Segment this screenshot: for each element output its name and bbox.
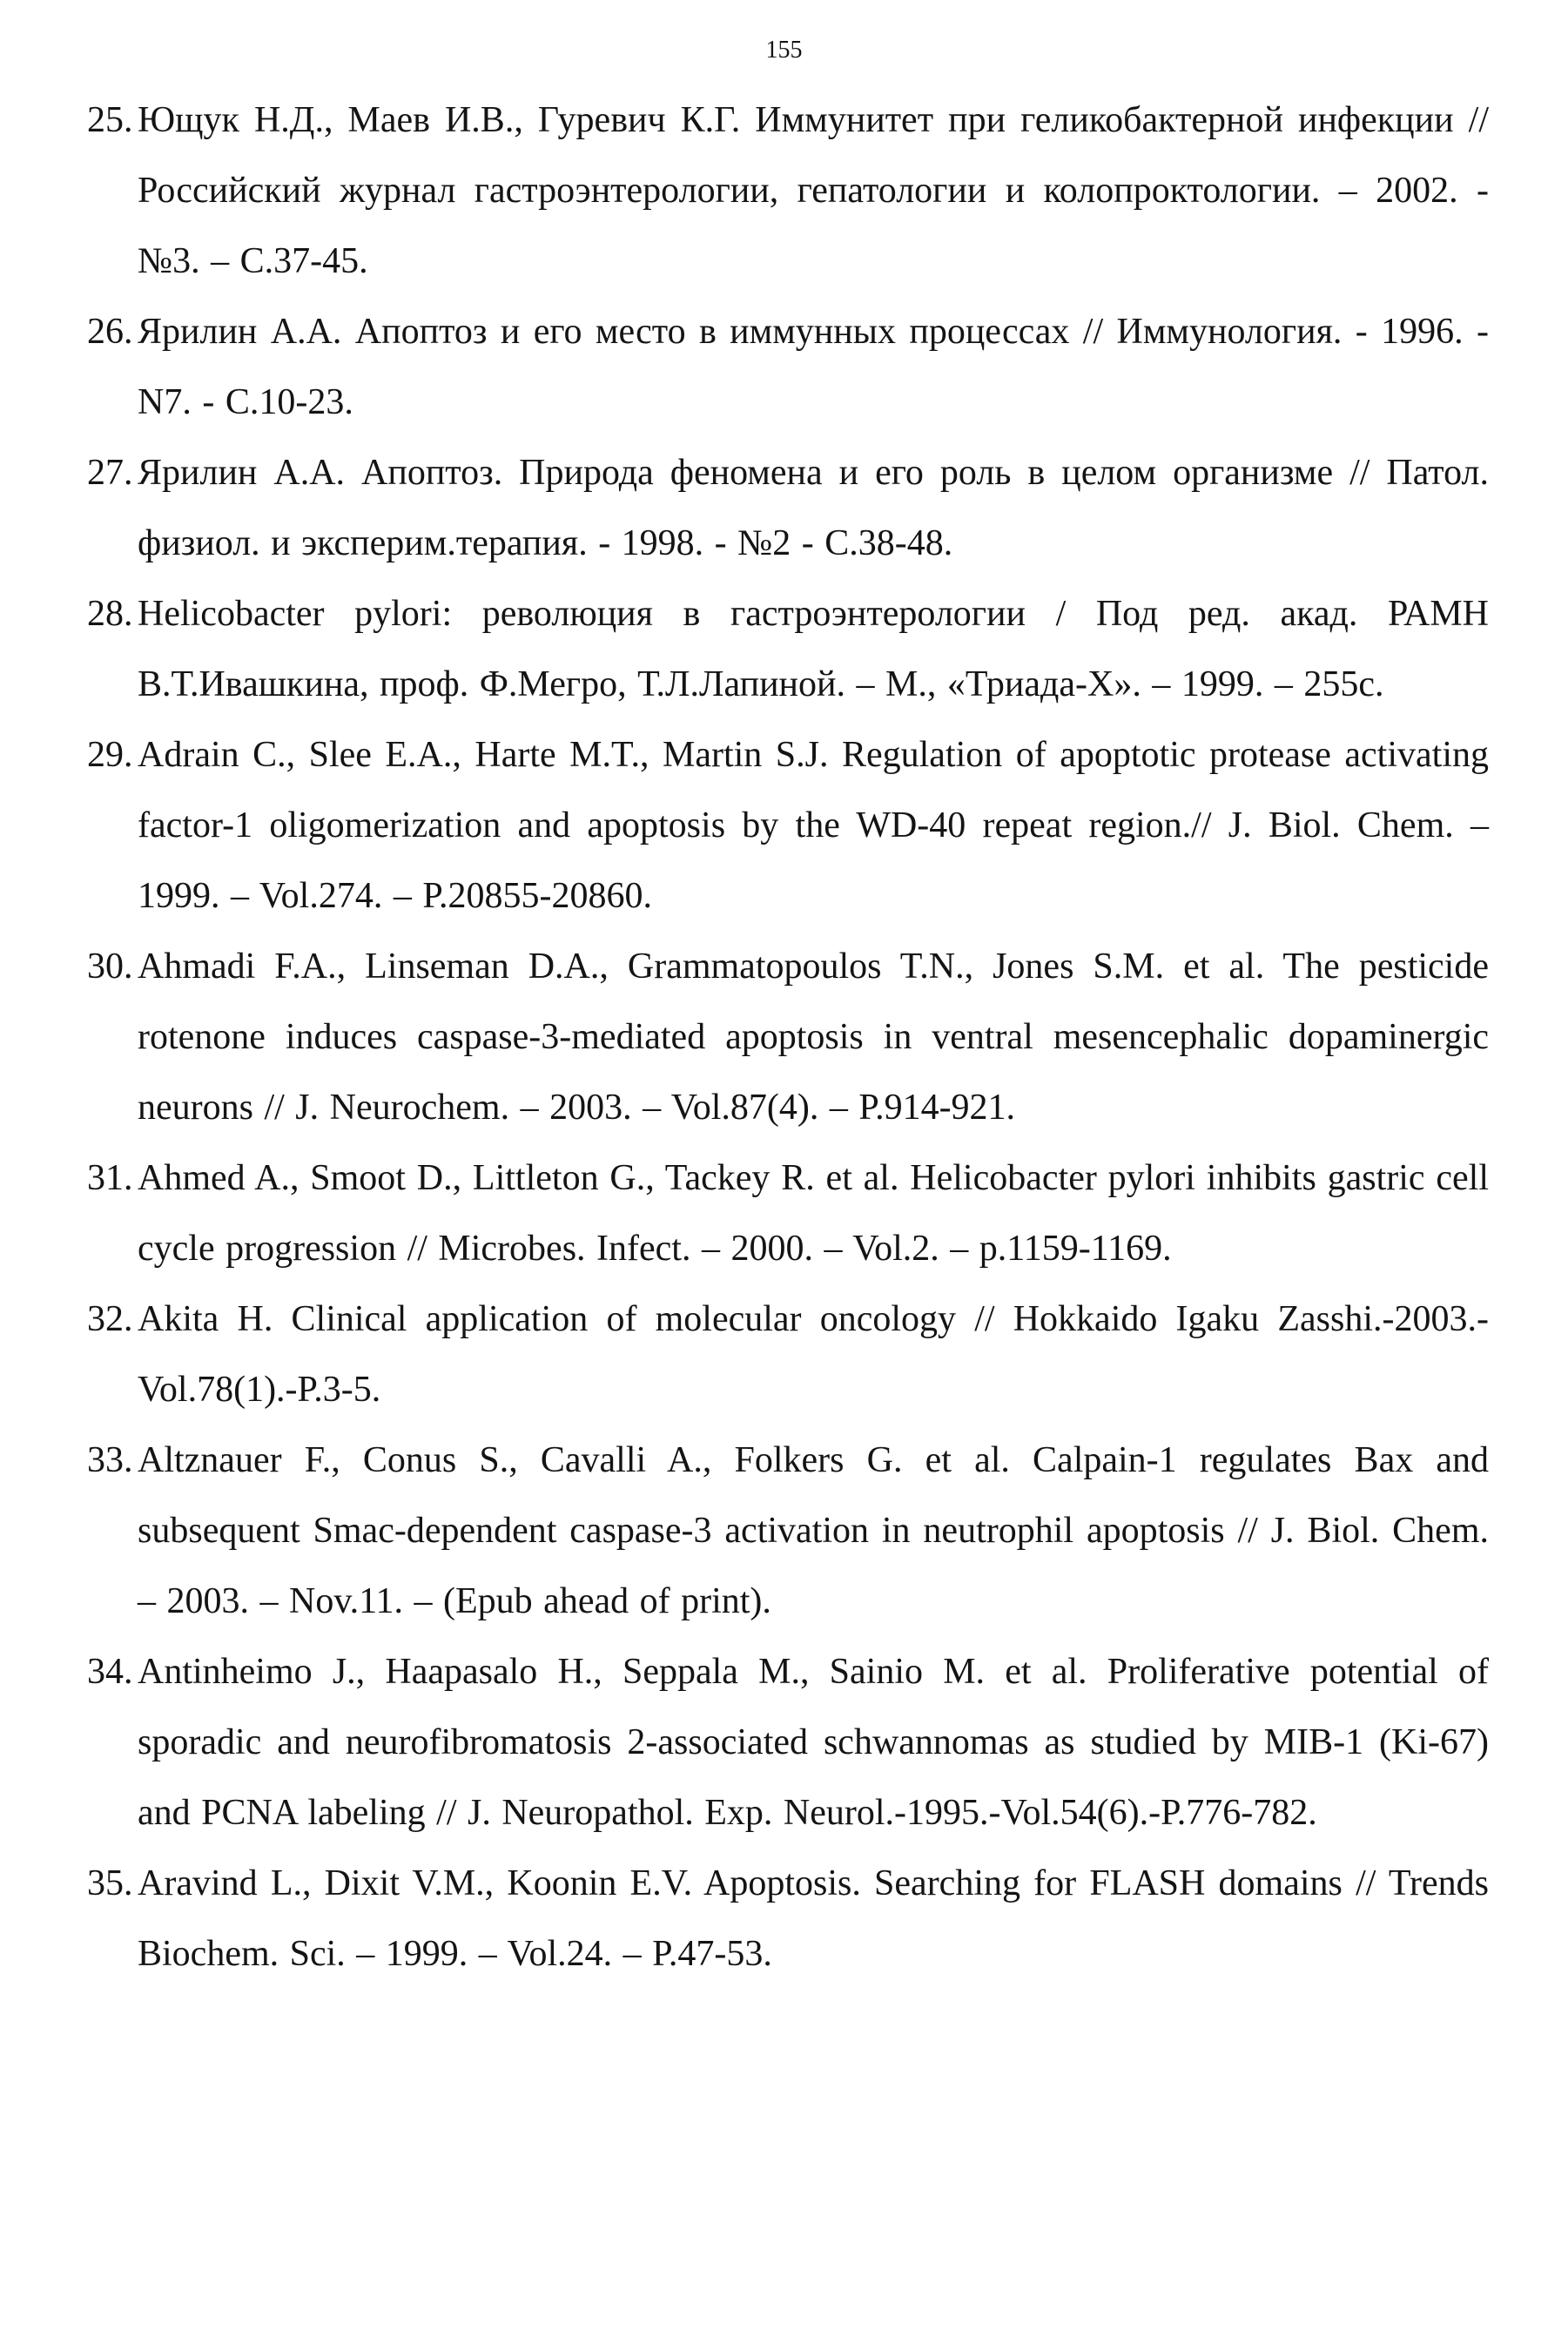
reference-item — [87, 1637, 1489, 1849]
reference-item — [87, 297, 1489, 438]
reference-item — [87, 438, 1489, 579]
reference-text: Ярилин А.А. Апоптоз и его место в иммунных процессах // Иммунология. - 1996. - N7. - С.10-23. — [138, 312, 1489, 422]
reference-number: 25. — [87, 100, 133, 140]
reference-text: Ярилин А.А. Апоптоз. Природа феномена и его роль в целом организме // Патол. физиол. и эксперим.терапия. - 1998. - №2 - С.38-48. — [138, 453, 1489, 563]
reference-number: 29. — [87, 735, 133, 775]
reference-number: 35. — [87, 1863, 133, 1903]
reference-number: 26. — [87, 312, 133, 352]
reference-number: 28. — [87, 594, 133, 634]
reference-number: 32. — [87, 1299, 133, 1339]
reference-text: Adrain C., Slee E.A., Harte M.T., Martin S.J. Regulation of apoptotic protease activating factor-1 oligomerization and apoptosis by the WD-40 repeat region.// J. Biol. Chem. – 1999. – Vol.274. – P.20855-20860. — [138, 735, 1489, 916]
reference-text: Ahmadi F.A., Linseman D.A., Grammatopoulos T.N., Jones S.M. et al. The pesticide rotenone induces caspase-3-mediated apoptosis in ventral mesencephalic dopaminergic neurons // J. Neurochem. – 2003. – Vol.87(4). – P.914-921. — [138, 946, 1489, 1128]
reference-number: 31. — [87, 1158, 133, 1198]
reference-item — [87, 720, 1489, 932]
reference-list — [87, 85, 1489, 1990]
reference-item — [87, 1425, 1489, 1637]
reference-text: Ющук Н.Д., Маев И.В., Гуревич К.Г. Иммунитет при геликобактерной инфекции // Российский журнал гастроэнтерологии, гепатологии и колопроктологии. – 2002. - №3. – С.37-45. — [138, 100, 1489, 281]
reference-item — [87, 932, 1489, 1143]
reference-number: 33. — [87, 1440, 133, 1480]
reference-text: Akita H. Clinical application of molecular oncology // Hokkaido Igaku Zasshi.-2003.-Vol.78(1).-P.3-5. — [138, 1299, 1489, 1410]
reference-text: Ahmed A., Smoot D., Littleton G., Tackey R. et al. Helicobacter pylori inhibits gastric cell cycle progression // Microbes. Infect. – 2000. – Vol.2. – p.1159-1169. — [138, 1158, 1489, 1269]
reference-item — [87, 1849, 1489, 1990]
reference-text: Antinheimo J., Haapasalo H., Seppala M., Sainio M. et al. Proliferative potential of sporadic and neurofibromatosis 2-associated schwannomas as studied by MIB-1 (Ki-67) and PCNA labeling // J. Neuropathol. Exp. Neurol.-1995.-Vol.54(6).-P.776-782. — [138, 1652, 1489, 1833]
reference-item — [87, 579, 1489, 720]
reference-number: 27. — [87, 453, 133, 493]
reference-text: Helicobacter pylori: революция в гастроэнтерологии / Под ред. акад. РАМН В.Т.Ивашкина, проф. Ф.Мегро, Т.Л.Лапиной. – М., «Триада-Х». – 1999. – 255с. — [138, 594, 1489, 704]
reference-item — [87, 85, 1489, 297]
reference-text: Aravind L., Dixit V.M., Koonin E.V. Apoptosis. Searching for FLASH domains // Trends Biochem. Sci. – 1999. – Vol.24. – P.47-53. — [138, 1863, 1489, 1974]
reference-item — [87, 1284, 1489, 1425]
reference-number: 30. — [87, 946, 133, 987]
page-number: 155 — [765, 37, 803, 64]
reference-text: Altznauer F., Conus S., Cavalli A., Folkers G. et al. Calpain-1 regulates Bax and subsequent Smac-dependent caspase-3 activation in neutrophil apoptosis // J. Biol. Chem. – 2003. – Nov.11. – (Epub ahead of print). — [138, 1440, 1489, 1621]
reference-number: 34. — [87, 1652, 133, 1692]
reference-item — [87, 1143, 1489, 1284]
